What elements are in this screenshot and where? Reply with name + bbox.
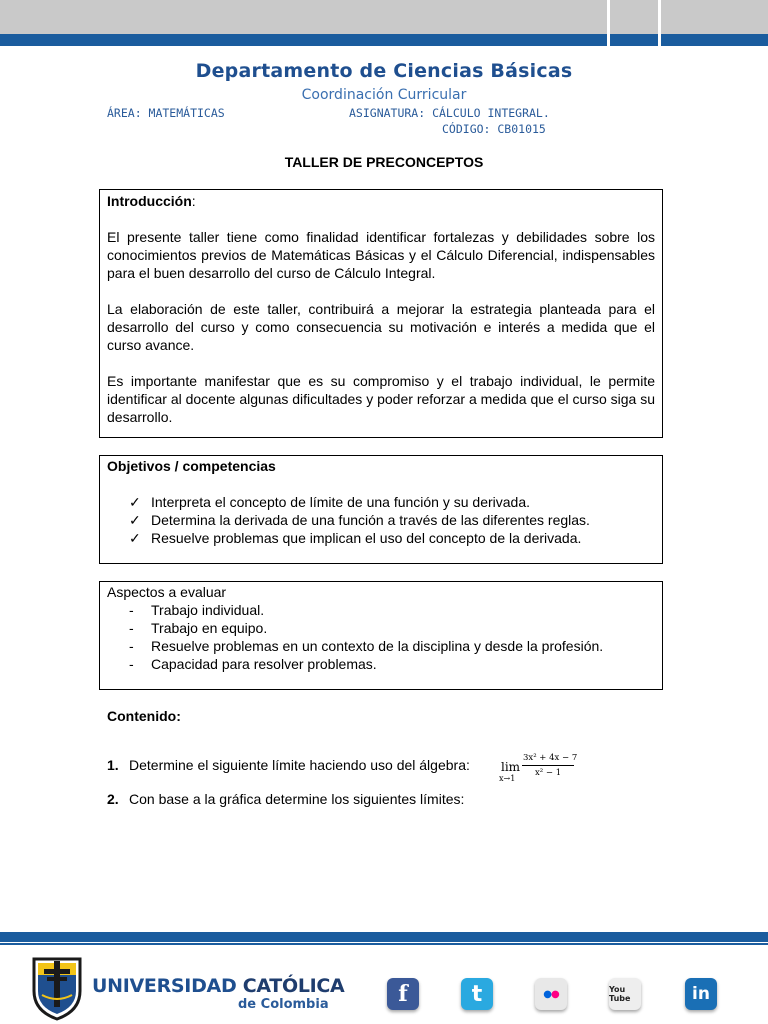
list-item bbox=[107, 619, 655, 637]
content-heading: Contenido: bbox=[107, 708, 181, 724]
dash-bullet: - bbox=[129, 656, 134, 672]
objectives-heading: Objetivos / competencias bbox=[107, 458, 276, 474]
checkmark-icon: ✓ bbox=[129, 494, 141, 510]
introduction-heading-text: Introducción bbox=[107, 193, 192, 209]
list-item bbox=[107, 601, 655, 619]
list-item bbox=[107, 637, 655, 655]
question-number: 1. bbox=[107, 757, 119, 773]
dash-bullet: - bbox=[129, 638, 134, 654]
flickr-dot-pink: ● bbox=[551, 988, 559, 1000]
intro-paragraph: La elaboración de este taller, contribuirá a mejorar la estrategia planteada para el desarrollo del curso y como consecuencia su motivación e interés a medida que el curso avance. bbox=[107, 301, 655, 353]
objective-text: Determina la derivada de una función a través de las diferentes reglas. bbox=[151, 512, 590, 528]
university-name-part2: CATÓLICA bbox=[242, 975, 345, 997]
flickr-dot-blue: ● bbox=[543, 988, 551, 1000]
list-item bbox=[107, 655, 655, 673]
area-label: ÁREA: MATEMÁTICAS bbox=[107, 106, 225, 120]
footer-line bbox=[0, 943, 768, 945]
limit-subscript: x→1 bbox=[499, 774, 516, 783]
university-subtitle: de Colombia bbox=[238, 997, 329, 1012]
limit-denominator: x² − 1 bbox=[535, 768, 562, 778]
aspects-heading: Aspectos a evaluar bbox=[107, 584, 227, 600]
twitter-glyph: t bbox=[471, 981, 483, 1007]
flickr-icon[interactable] bbox=[535, 978, 567, 1010]
question-2 bbox=[107, 791, 464, 807]
aspect-text: Trabajo en equipo. bbox=[151, 620, 268, 636]
linkedin-glyph: in bbox=[692, 984, 710, 1004]
aspect-text: Resuelve problemas en un contexto de la disciplina y desde la profesión. bbox=[151, 638, 604, 654]
introduction-heading bbox=[107, 192, 655, 210]
intro-paragraph: Es importante manifestar que es su compromiso y el trabajo individual, le permite identificar al docente algunas dificultades y poder reforzar a medida que el curso siga su desarrollo. bbox=[107, 373, 655, 425]
evaluation-aspects-box bbox=[99, 581, 663, 690]
banner-divider bbox=[658, 34, 661, 46]
facebook-glyph: f bbox=[398, 981, 408, 1007]
header-banner-gray bbox=[0, 0, 768, 34]
objective-text: Interpreta el concepto de límite de una función y su derivada. bbox=[151, 494, 531, 510]
course-code: CÓDIGO: CB01015 bbox=[442, 122, 546, 136]
youtube-icon[interactable] bbox=[609, 978, 641, 1010]
twitter-icon[interactable] bbox=[461, 978, 493, 1010]
checkmark-icon: ✓ bbox=[129, 530, 141, 546]
limit-operator: lim bbox=[501, 760, 521, 774]
question-text: Con base a la gráfica determine los siguientes límites: bbox=[129, 791, 465, 807]
fraction-bar bbox=[522, 765, 574, 766]
header-banner-blue bbox=[0, 34, 768, 46]
linkedin-icon[interactable] bbox=[685, 978, 717, 1010]
coordination-subtitle: Coordinación Curricular bbox=[301, 87, 467, 103]
facebook-icon[interactable] bbox=[387, 978, 419, 1010]
list-item bbox=[107, 493, 655, 511]
question-text: Determine el siguiente límite haciendo uso del álgebra: bbox=[129, 757, 470, 773]
question-1 bbox=[107, 757, 470, 773]
intro-paragraph: El presente taller tiene como finalidad identificar fortalezas y debilidades sobre los conocimientos previos de Matemáticas Básicas y el Cálculo Diferencial, indispensables para el buen desarrollo del curso de Cálculo Integral. bbox=[107, 229, 655, 281]
dash-bullet: - bbox=[129, 620, 134, 636]
limit-numerator: 3x² + 4x − 7 bbox=[523, 753, 578, 763]
objective-text: Resuelve problemas que implican el uso del concepto de la derivada. bbox=[151, 530, 582, 546]
question-number: 2. bbox=[107, 791, 119, 807]
checkmark-icon: ✓ bbox=[129, 512, 141, 528]
aspect-text: Capacidad para resolver problemas. bbox=[151, 656, 377, 672]
subject-label: ASIGNATURA: CÁLCULO INTEGRAL. bbox=[349, 106, 550, 120]
youtube-glyph: You Tube bbox=[609, 985, 631, 1003]
introduction-heading-colon: : bbox=[191, 193, 196, 209]
aspects-list bbox=[107, 601, 655, 673]
university-shield-logo bbox=[30, 955, 84, 1021]
dash-bullet: - bbox=[129, 602, 134, 618]
introduction-box bbox=[99, 189, 663, 438]
university-name bbox=[92, 975, 344, 997]
footer-banner bbox=[0, 932, 768, 942]
objectives-box bbox=[99, 455, 663, 564]
department-title: Departamento de Ciencias Básicas bbox=[195, 60, 573, 82]
list-item bbox=[107, 511, 655, 529]
university-name-part1: UNIVERSIDAD bbox=[92, 975, 243, 997]
document-title: TALLER DE PRECONCEPTOS bbox=[284, 154, 484, 170]
list-item bbox=[107, 529, 655, 547]
banner-divider bbox=[607, 34, 610, 46]
objectives-list bbox=[107, 493, 655, 547]
aspect-text: Trabajo individual. bbox=[151, 602, 265, 618]
